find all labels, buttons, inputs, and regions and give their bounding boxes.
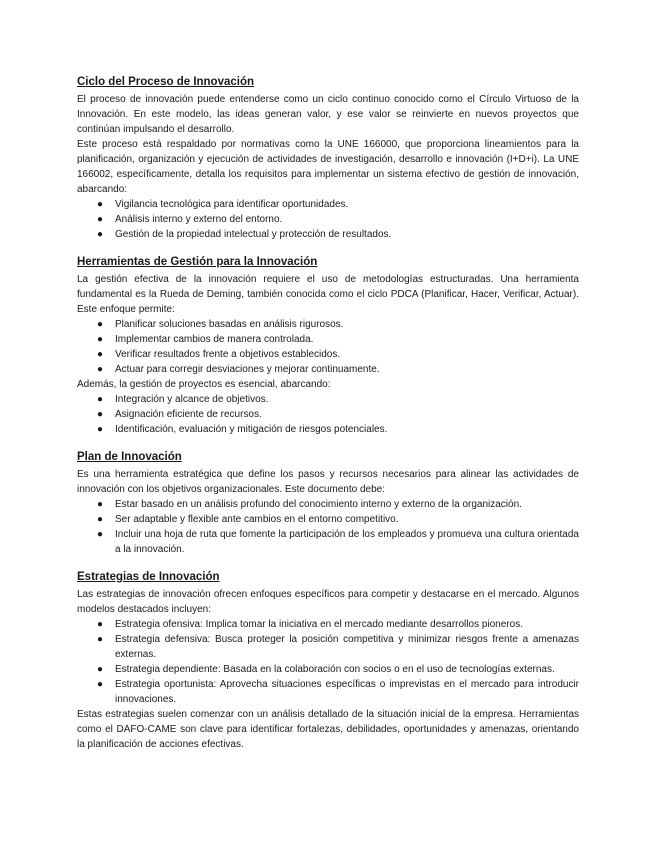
bullet-icon: ●	[97, 334, 104, 345]
paragraph: Este proceso está respaldado por normativas como la UNE 166000, que proporciona lineamientos para la planificación, organización y ejecución de actividades de investigación, desarrollo e innovación (I+D+i). La UNE 166002, específicamente, detalla los requisitos para implementar un sistema efectivo de gestión de innovación, abarcando:	[77, 139, 579, 195]
list-item: ● Identificación, evaluación y mitigación de riesgos potenciales.	[97, 424, 388, 435]
bullet-icon: ●	[97, 199, 104, 210]
list-item: ● Gestión de la propiedad intelectual y protección de resultados.	[97, 229, 392, 240]
section-plan	[77, 450, 579, 557]
section-estrategias	[77, 570, 579, 752]
list-item: ● Planificar soluciones basadas en análisis rigurosos.	[97, 319, 344, 330]
bullet-list	[77, 392, 579, 437]
bullet-list	[77, 497, 579, 557]
bullet-list	[77, 197, 579, 242]
list-item: ● Ser adaptable y flexible ante cambios en el entorno competitivo.	[97, 514, 399, 525]
bullet-icon: ●	[97, 529, 104, 540]
bullet-icon: ●	[97, 229, 104, 240]
bullet-icon: ●	[97, 364, 104, 375]
list-item: ● Estrategia dependiente: Basada en la colaboración con socios o en el uso de tecnologías externas.	[97, 664, 555, 675]
bullet-list	[77, 317, 579, 377]
list-item: ● Implementar cambios de manera controlada.	[97, 334, 314, 345]
bullet-icon: ●	[97, 679, 104, 690]
section-heading: Plan de Innovación	[77, 451, 182, 463]
section-heading: Estrategias de Innovación	[77, 571, 220, 583]
list-item: ● Estrategia defensiva: Busca proteger la posición competitiva y minimizar riesgos frente a amenazas externas.	[97, 634, 579, 660]
list-item: ● Análisis interno y externo del entorno.	[97, 214, 283, 225]
paragraph: Las estrategias de innovación ofrecen enfoques específicos para competir y destacarse en el mercado. Algunos modelos destacados incluyen:	[77, 589, 579, 615]
bullet-icon: ●	[97, 514, 104, 525]
list-item: ● Actuar para corregir desviaciones y mejorar continuamente.	[97, 364, 380, 375]
list-item: ● Verificar resultados frente a objetivos establecidos.	[97, 349, 341, 360]
bullet-icon: ●	[97, 394, 104, 405]
list-item: ● Vigilancia tecnológica para identificar oportunidades.	[97, 199, 349, 210]
list-item: ● Asignación eficiente de recursos.	[97, 409, 262, 420]
bullet-icon: ●	[97, 409, 104, 420]
bullet-icon: ●	[97, 214, 104, 225]
section-heading: Ciclo del Proceso de Innovación	[77, 76, 255, 88]
section-ciclo	[77, 75, 579, 242]
section-herramientas	[77, 255, 579, 437]
paragraph: Estas estrategias suelen comenzar con un análisis detallado de la situación inicial de la empresa. Herramientas como el DAFO-CAME son clave para identificar fortalezas, debilidades, oportunidades y amenazas, orientando la planificación de acciones efectivas.	[77, 709, 579, 750]
bullet-icon: ●	[97, 499, 104, 510]
paragraph: Además, la gestión de proyectos es esencial, abarcando:	[77, 379, 331, 390]
list-item: ● Estrategia ofensiva: Implica tomar la iniciativa en el mercado mediante desarrollos pioneros.	[97, 619, 523, 630]
section-heading: Herramientas de Gestión para la Innovación	[77, 256, 318, 268]
bullet-icon: ●	[97, 424, 104, 435]
list-item: ● Integración y alcance de objetivos.	[97, 394, 269, 405]
bullet-list	[77, 617, 579, 707]
list-item: ● Estrategia oportunista: Aprovecha situaciones específicas o imprevistas en el mercado para introducir innovaciones.	[97, 679, 579, 705]
bullet-icon: ●	[97, 319, 104, 330]
paragraph: Es una herramienta estratégica que define los pasos y recursos necesarios para alinear las actividades de innovación con los objetivos organizacionales. Este documento debe:	[77, 469, 579, 495]
bullet-icon: ●	[97, 664, 104, 675]
paragraph: El proceso de innovación puede entenderse como un ciclo continuo conocido como el Círculo Virtuoso de la Innovación. En este modelo, las ideas generan valor, y ese valor se reinvierte en nuevos proyectos que continúan impulsando el desarrollo.	[77, 94, 579, 135]
list-item: ● Incluir una hoja de ruta que fomente la participación de los empleados y promueva una cultura orientada a la innovación.	[97, 529, 579, 555]
bullet-icon: ●	[97, 634, 104, 645]
list-item: ● Estar basado en un análisis profundo del conocimiento interno y externo de la organización.	[97, 499, 522, 510]
bullet-icon: ●	[97, 619, 104, 630]
paragraph: La gestión efectiva de la innovación requiere el uso de metodologías estructuradas. Una herramienta fundamental es la Rueda de Deming, también conocida como el ciclo PDCA (Planificar, Hacer, Verificar, Actuar). Este enfoque permite:	[77, 274, 579, 315]
bullet-icon: ●	[97, 349, 104, 360]
